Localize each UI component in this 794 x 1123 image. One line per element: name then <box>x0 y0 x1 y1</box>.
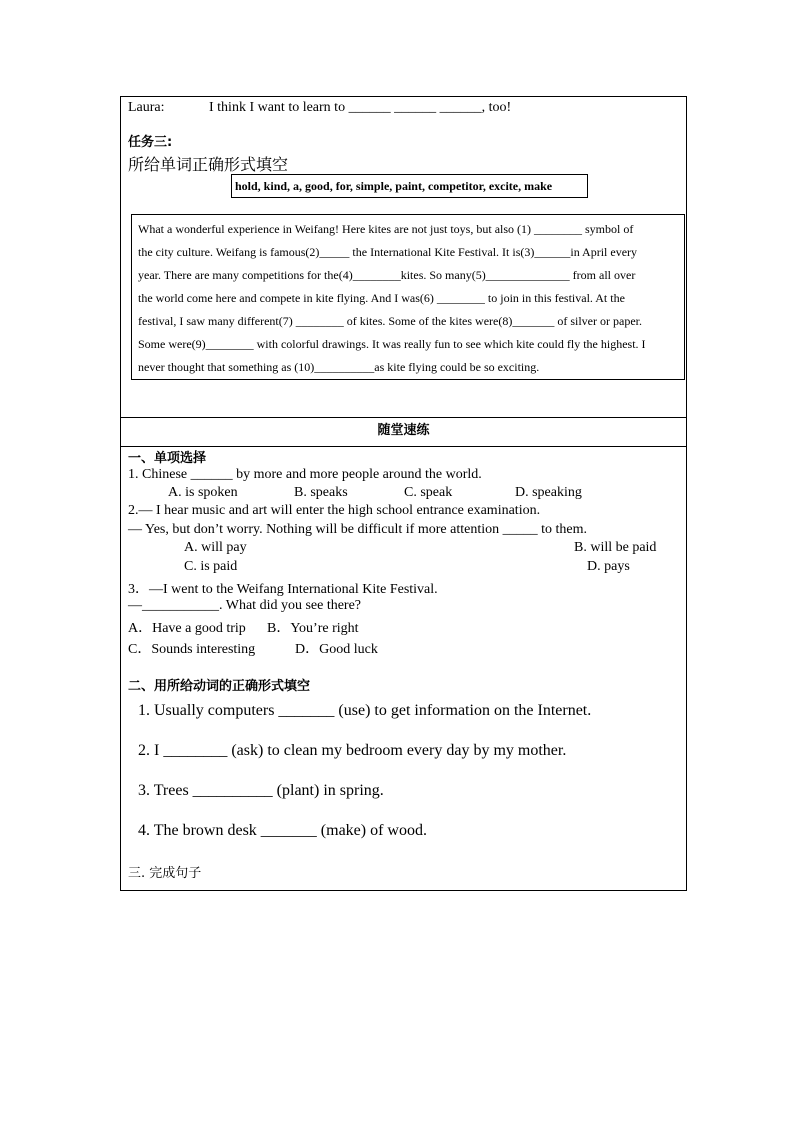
section3-heading: 三. 完成句子 <box>128 866 202 881</box>
section2-heading: 二、用所给动词的正确形式填空 <box>128 679 311 694</box>
worksheet-table <box>120 96 687 891</box>
word-bank-box: hold, kind, a, good, for, simple, paint, competitor, excite, make <box>231 174 588 198</box>
question-3-option-a: A．Have a good trip <box>128 621 246 636</box>
passage-line: Some were(9)________ with colorful drawings. It was really fun to see which kite could fly the highest. I <box>138 337 646 351</box>
question-2-option-b: B. will be paid <box>574 540 657 555</box>
task3-instruction: 所给单词正确形式填空 <box>128 155 289 174</box>
question-3-reply: —___________. What did you see there? <box>128 598 362 613</box>
verb-item-2: 2. I ________ (ask) to clean my bedroom every day by my mother. <box>138 742 567 759</box>
section1-heading: 一、单项选择 <box>128 451 207 466</box>
passage-line: What a wonderful experience in Weifang! Here kites are not just toys, but also (1) ________ symbol of <box>138 222 634 236</box>
verb-item-4: 4. The brown desk _______ (make) of wood. <box>138 822 427 839</box>
question-1-stem: 1. Chinese ______ by more and more people around the world. <box>128 467 482 482</box>
row-divider <box>121 417 686 418</box>
question-2-option-d: D. pays <box>587 559 630 574</box>
verb-item-3: 3. Trees __________ (plant) in spring. <box>138 782 384 799</box>
question-1-option-a: A. is spoken <box>168 485 238 500</box>
dialogue-line: I think I want to learn to ______ ______ ______, too! <box>209 100 512 115</box>
passage-line: festival, I saw many different(7) ________ of kites. Some of the kites were(8)_______ of silver or paper. <box>138 314 642 328</box>
question-2-option-c: C. is paid <box>184 559 238 574</box>
reading-passage-box <box>131 214 685 380</box>
passage-line: the world come here and compete in kite flying. And I was(6) ________ to join in this festival. At the <box>138 291 625 305</box>
task3-heading: 任务三: <box>128 135 173 150</box>
question-1-option-b: B. speaks <box>294 485 348 500</box>
passage-line: the city culture. Weifang is famous(2)_____ the International Kite Festival. It is(3)______in April every <box>138 245 638 259</box>
question-3-option-c: C．Sounds interesting <box>128 642 256 657</box>
question-3-option-b: B．You’re right <box>267 621 359 636</box>
practice-title: 随堂速练 <box>377 423 430 438</box>
question-2-stem: 2.— I hear music and art will enter the high school entrance examination. <box>128 503 541 518</box>
passage-line: year. There are many competitions for the(4)________kites. So many(5)______________ from all over <box>138 268 636 282</box>
question-1-option-d: D. speaking <box>515 485 582 500</box>
question-2-option-a: A. will pay <box>184 540 247 555</box>
verb-item-1: 1. Usually computers _______ (use) to get information on the Internet. <box>138 702 592 719</box>
question-1-option-c: C. speak <box>404 485 453 500</box>
speaker-label: Laura: <box>128 100 165 115</box>
question-2-reply: — Yes, but don’t worry. Nothing will be difficult if more attention _____ to them. <box>128 522 587 537</box>
passage-line: never thought that something as (10)__________as kite flying could be so exciting. <box>138 360 540 374</box>
question-3-stem: 3．—I went to the Weifang International Kite Festival. <box>128 582 438 597</box>
question-3-option-d: D．Good luck <box>295 642 378 657</box>
